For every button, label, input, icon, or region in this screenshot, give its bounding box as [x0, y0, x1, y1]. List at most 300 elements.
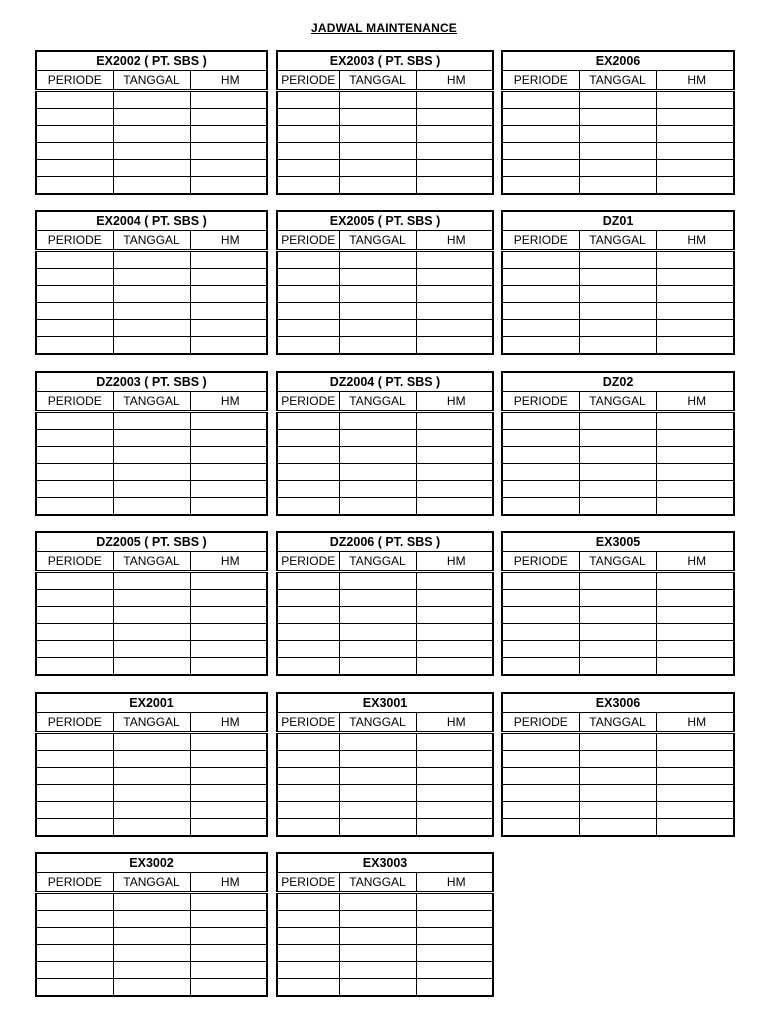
cell-tanggal[interactable]	[339, 785, 416, 802]
cell-hm[interactable]	[656, 320, 734, 337]
cell-periode[interactable]	[502, 126, 579, 143]
cell-tanggal[interactable]	[579, 447, 656, 464]
cell-periode[interactable]	[36, 893, 113, 911]
cell-hm[interactable]	[656, 269, 734, 286]
cell-hm[interactable]	[416, 572, 493, 590]
cell-tanggal[interactable]	[579, 607, 656, 624]
cell-hm[interactable]	[416, 607, 493, 624]
cell-tanggal[interactable]	[579, 658, 656, 676]
cell-hm[interactable]	[190, 658, 267, 676]
cell-tanggal[interactable]	[113, 481, 190, 498]
cell-periode[interactable]	[502, 269, 579, 286]
cell-tanggal[interactable]	[339, 928, 416, 945]
cell-periode[interactable]	[502, 624, 579, 641]
cell-tanggal[interactable]	[579, 481, 656, 498]
cell-tanggal[interactable]	[339, 109, 416, 126]
cell-periode[interactable]	[277, 286, 339, 303]
cell-periode[interactable]	[502, 658, 579, 676]
cell-tanggal[interactable]	[579, 320, 656, 337]
cell-hm[interactable]	[656, 337, 734, 355]
cell-periode[interactable]	[277, 751, 339, 768]
cell-hm[interactable]	[190, 251, 267, 269]
cell-periode[interactable]	[277, 412, 339, 430]
cell-hm[interactable]	[656, 624, 734, 641]
cell-tanggal[interactable]	[579, 802, 656, 819]
cell-periode[interactable]	[277, 447, 339, 464]
cell-hm[interactable]	[190, 751, 267, 768]
cell-tanggal[interactable]	[113, 768, 190, 785]
cell-hm[interactable]	[656, 430, 734, 447]
cell-hm[interactable]	[416, 819, 493, 837]
cell-periode[interactable]	[502, 498, 579, 516]
cell-periode[interactable]	[36, 464, 113, 481]
cell-tanggal[interactable]	[113, 498, 190, 516]
cell-periode[interactable]	[36, 785, 113, 802]
cell-periode[interactable]	[277, 109, 339, 126]
cell-periode[interactable]	[502, 303, 579, 320]
cell-periode[interactable]	[36, 91, 113, 109]
cell-periode[interactable]	[36, 177, 113, 195]
cell-hm[interactable]	[416, 658, 493, 676]
cell-tanggal[interactable]	[113, 303, 190, 320]
cell-tanggal[interactable]	[339, 481, 416, 498]
cell-periode[interactable]	[36, 819, 113, 837]
cell-hm[interactable]	[190, 481, 267, 498]
cell-periode[interactable]	[502, 590, 579, 607]
cell-tanggal[interactable]	[339, 498, 416, 516]
cell-tanggal[interactable]	[579, 498, 656, 516]
cell-hm[interactable]	[656, 177, 734, 195]
cell-tanggal[interactable]	[579, 641, 656, 658]
cell-hm[interactable]	[416, 430, 493, 447]
cell-periode[interactable]	[277, 641, 339, 658]
cell-hm[interactable]	[416, 768, 493, 785]
cell-hm[interactable]	[416, 286, 493, 303]
cell-hm[interactable]	[656, 607, 734, 624]
cell-periode[interactable]	[502, 607, 579, 624]
cell-periode[interactable]	[502, 143, 579, 160]
cell-periode[interactable]	[36, 624, 113, 641]
cell-periode[interactable]	[502, 109, 579, 126]
cell-periode[interactable]	[277, 464, 339, 481]
cell-hm[interactable]	[190, 337, 267, 355]
cell-hm[interactable]	[656, 590, 734, 607]
cell-periode[interactable]	[36, 251, 113, 269]
cell-periode[interactable]	[277, 498, 339, 516]
cell-tanggal[interactable]	[339, 733, 416, 751]
cell-periode[interactable]	[36, 286, 113, 303]
cell-tanggal[interactable]	[579, 91, 656, 109]
cell-periode[interactable]	[36, 303, 113, 320]
cell-hm[interactable]	[190, 160, 267, 177]
cell-periode[interactable]	[277, 481, 339, 498]
cell-tanggal[interactable]	[339, 979, 416, 997]
cell-tanggal[interactable]	[113, 109, 190, 126]
cell-tanggal[interactable]	[113, 143, 190, 160]
cell-periode[interactable]	[502, 819, 579, 837]
cell-hm[interactable]	[416, 979, 493, 997]
cell-periode[interactable]	[502, 785, 579, 802]
cell-tanggal[interactable]	[579, 412, 656, 430]
cell-tanggal[interactable]	[113, 751, 190, 768]
cell-periode[interactable]	[502, 464, 579, 481]
cell-hm[interactable]	[416, 251, 493, 269]
cell-tanggal[interactable]	[579, 768, 656, 785]
cell-hm[interactable]	[190, 590, 267, 607]
cell-tanggal[interactable]	[339, 768, 416, 785]
cell-hm[interactable]	[416, 733, 493, 751]
cell-periode[interactable]	[277, 160, 339, 177]
cell-hm[interactable]	[416, 641, 493, 658]
cell-periode[interactable]	[502, 320, 579, 337]
cell-periode[interactable]	[277, 91, 339, 109]
cell-tanggal[interactable]	[113, 624, 190, 641]
cell-periode[interactable]	[277, 733, 339, 751]
cell-hm[interactable]	[656, 658, 734, 676]
cell-tanggal[interactable]	[113, 286, 190, 303]
cell-hm[interactable]	[416, 590, 493, 607]
cell-tanggal[interactable]	[113, 641, 190, 658]
cell-periode[interactable]	[502, 160, 579, 177]
cell-periode[interactable]	[502, 251, 579, 269]
cell-periode[interactable]	[502, 337, 579, 355]
cell-periode[interactable]	[36, 641, 113, 658]
cell-periode[interactable]	[277, 607, 339, 624]
cell-tanggal[interactable]	[113, 658, 190, 676]
cell-tanggal[interactable]	[113, 177, 190, 195]
cell-periode[interactable]	[277, 303, 339, 320]
cell-hm[interactable]	[416, 109, 493, 126]
cell-hm[interactable]	[656, 498, 734, 516]
cell-hm[interactable]	[416, 962, 493, 979]
cell-tanggal[interactable]	[579, 572, 656, 590]
cell-tanggal[interactable]	[113, 607, 190, 624]
cell-hm[interactable]	[656, 464, 734, 481]
cell-tanggal[interactable]	[339, 641, 416, 658]
cell-hm[interactable]	[190, 303, 267, 320]
cell-tanggal[interactable]	[579, 624, 656, 641]
cell-hm[interactable]	[416, 320, 493, 337]
cell-tanggal[interactable]	[339, 412, 416, 430]
cell-hm[interactable]	[656, 481, 734, 498]
cell-hm[interactable]	[656, 160, 734, 177]
cell-periode[interactable]	[36, 498, 113, 516]
cell-periode[interactable]	[277, 658, 339, 676]
cell-tanggal[interactable]	[339, 572, 416, 590]
cell-periode[interactable]	[277, 126, 339, 143]
cell-tanggal[interactable]	[113, 945, 190, 962]
cell-periode[interactable]	[277, 911, 339, 928]
cell-hm[interactable]	[656, 733, 734, 751]
cell-tanggal[interactable]	[113, 928, 190, 945]
cell-periode[interactable]	[277, 624, 339, 641]
cell-periode[interactable]	[277, 590, 339, 607]
cell-periode[interactable]	[36, 751, 113, 768]
cell-hm[interactable]	[190, 498, 267, 516]
cell-periode[interactable]	[36, 979, 113, 997]
cell-hm[interactable]	[190, 768, 267, 785]
cell-periode[interactable]	[36, 447, 113, 464]
cell-hm[interactable]	[416, 303, 493, 320]
cell-tanggal[interactable]	[113, 160, 190, 177]
cell-periode[interactable]	[277, 269, 339, 286]
cell-periode[interactable]	[502, 641, 579, 658]
cell-tanggal[interactable]	[339, 464, 416, 481]
cell-hm[interactable]	[416, 751, 493, 768]
cell-hm[interactable]	[416, 893, 493, 911]
cell-hm[interactable]	[190, 447, 267, 464]
cell-periode[interactable]	[277, 337, 339, 355]
cell-periode[interactable]	[277, 785, 339, 802]
cell-tanggal[interactable]	[113, 430, 190, 447]
cell-tanggal[interactable]	[339, 911, 416, 928]
cell-tanggal[interactable]	[113, 412, 190, 430]
cell-tanggal[interactable]	[339, 91, 416, 109]
cell-hm[interactable]	[190, 945, 267, 962]
cell-periode[interactable]	[36, 160, 113, 177]
cell-tanggal[interactable]	[113, 893, 190, 911]
cell-hm[interactable]	[190, 126, 267, 143]
cell-tanggal[interactable]	[339, 819, 416, 837]
cell-hm[interactable]	[656, 572, 734, 590]
cell-hm[interactable]	[416, 91, 493, 109]
cell-tanggal[interactable]	[339, 945, 416, 962]
cell-tanggal[interactable]	[339, 320, 416, 337]
cell-periode[interactable]	[277, 819, 339, 837]
cell-tanggal[interactable]	[579, 337, 656, 355]
cell-hm[interactable]	[416, 928, 493, 945]
cell-periode[interactable]	[277, 251, 339, 269]
cell-tanggal[interactable]	[579, 143, 656, 160]
cell-hm[interactable]	[190, 785, 267, 802]
cell-hm[interactable]	[656, 286, 734, 303]
cell-hm[interactable]	[656, 143, 734, 160]
cell-hm[interactable]	[190, 624, 267, 641]
cell-periode[interactable]	[277, 962, 339, 979]
cell-tanggal[interactable]	[339, 251, 416, 269]
cell-periode[interactable]	[36, 768, 113, 785]
cell-hm[interactable]	[416, 481, 493, 498]
cell-periode[interactable]	[502, 572, 579, 590]
cell-hm[interactable]	[656, 412, 734, 430]
cell-periode[interactable]	[36, 320, 113, 337]
cell-hm[interactable]	[416, 802, 493, 819]
cell-tanggal[interactable]	[113, 911, 190, 928]
cell-tanggal[interactable]	[113, 251, 190, 269]
cell-hm[interactable]	[190, 819, 267, 837]
cell-tanggal[interactable]	[339, 269, 416, 286]
cell-hm[interactable]	[416, 337, 493, 355]
cell-periode[interactable]	[36, 109, 113, 126]
cell-periode[interactable]	[36, 658, 113, 676]
cell-tanggal[interactable]	[339, 751, 416, 768]
cell-tanggal[interactable]	[113, 979, 190, 997]
cell-tanggal[interactable]	[113, 464, 190, 481]
cell-periode[interactable]	[36, 412, 113, 430]
cell-hm[interactable]	[190, 91, 267, 109]
cell-tanggal[interactable]	[339, 607, 416, 624]
cell-tanggal[interactable]	[579, 733, 656, 751]
cell-periode[interactable]	[277, 945, 339, 962]
cell-tanggal[interactable]	[339, 160, 416, 177]
cell-hm[interactable]	[416, 269, 493, 286]
cell-periode[interactable]	[502, 286, 579, 303]
cell-tanggal[interactable]	[339, 624, 416, 641]
cell-periode[interactable]	[277, 979, 339, 997]
cell-periode[interactable]	[36, 430, 113, 447]
cell-hm[interactable]	[190, 911, 267, 928]
cell-tanggal[interactable]	[579, 751, 656, 768]
cell-tanggal[interactable]	[113, 269, 190, 286]
cell-tanggal[interactable]	[339, 590, 416, 607]
cell-hm[interactable]	[656, 91, 734, 109]
cell-periode[interactable]	[36, 143, 113, 160]
cell-periode[interactable]	[502, 447, 579, 464]
cell-hm[interactable]	[656, 447, 734, 464]
cell-tanggal[interactable]	[113, 126, 190, 143]
cell-periode[interactable]	[277, 928, 339, 945]
cell-tanggal[interactable]	[339, 337, 416, 355]
cell-periode[interactable]	[277, 143, 339, 160]
cell-hm[interactable]	[416, 624, 493, 641]
cell-tanggal[interactable]	[113, 733, 190, 751]
cell-hm[interactable]	[190, 109, 267, 126]
cell-periode[interactable]	[36, 337, 113, 355]
cell-periode[interactable]	[36, 928, 113, 945]
cell-hm[interactable]	[190, 979, 267, 997]
cell-periode[interactable]	[36, 126, 113, 143]
cell-hm[interactable]	[190, 430, 267, 447]
cell-tanggal[interactable]	[579, 286, 656, 303]
cell-tanggal[interactable]	[339, 447, 416, 464]
cell-hm[interactable]	[416, 785, 493, 802]
cell-hm[interactable]	[190, 802, 267, 819]
cell-hm[interactable]	[416, 126, 493, 143]
cell-tanggal[interactable]	[113, 962, 190, 979]
cell-hm[interactable]	[190, 143, 267, 160]
cell-hm[interactable]	[190, 286, 267, 303]
cell-hm[interactable]	[656, 251, 734, 269]
cell-periode[interactable]	[502, 91, 579, 109]
cell-periode[interactable]	[277, 893, 339, 911]
cell-periode[interactable]	[277, 768, 339, 785]
cell-hm[interactable]	[190, 733, 267, 751]
cell-periode[interactable]	[502, 802, 579, 819]
cell-periode[interactable]	[277, 177, 339, 195]
cell-tanggal[interactable]	[113, 572, 190, 590]
cell-periode[interactable]	[36, 911, 113, 928]
cell-tanggal[interactable]	[339, 430, 416, 447]
cell-tanggal[interactable]	[339, 802, 416, 819]
cell-periode[interactable]	[36, 733, 113, 751]
cell-tanggal[interactable]	[579, 785, 656, 802]
cell-tanggal[interactable]	[113, 91, 190, 109]
cell-tanggal[interactable]	[339, 143, 416, 160]
cell-periode[interactable]	[36, 945, 113, 962]
cell-periode[interactable]	[36, 962, 113, 979]
cell-tanggal[interactable]	[579, 464, 656, 481]
cell-periode[interactable]	[502, 412, 579, 430]
cell-periode[interactable]	[36, 590, 113, 607]
cell-periode[interactable]	[36, 269, 113, 286]
cell-tanggal[interactable]	[339, 286, 416, 303]
cell-hm[interactable]	[416, 143, 493, 160]
cell-tanggal[interactable]	[579, 269, 656, 286]
cell-hm[interactable]	[416, 464, 493, 481]
cell-tanggal[interactable]	[339, 962, 416, 979]
cell-tanggal[interactable]	[113, 802, 190, 819]
cell-hm[interactable]	[656, 751, 734, 768]
cell-tanggal[interactable]	[339, 303, 416, 320]
cell-hm[interactable]	[416, 945, 493, 962]
cell-periode[interactable]	[36, 607, 113, 624]
cell-periode[interactable]	[36, 572, 113, 590]
cell-hm[interactable]	[190, 320, 267, 337]
cell-hm[interactable]	[190, 464, 267, 481]
cell-tanggal[interactable]	[579, 303, 656, 320]
cell-periode[interactable]	[277, 802, 339, 819]
cell-hm[interactable]	[656, 819, 734, 837]
cell-hm[interactable]	[190, 607, 267, 624]
cell-tanggal[interactable]	[579, 590, 656, 607]
cell-hm[interactable]	[416, 498, 493, 516]
cell-periode[interactable]	[277, 572, 339, 590]
cell-hm[interactable]	[190, 641, 267, 658]
cell-hm[interactable]	[190, 572, 267, 590]
cell-tanggal[interactable]	[579, 177, 656, 195]
cell-hm[interactable]	[190, 893, 267, 911]
cell-periode[interactable]	[502, 430, 579, 447]
cell-hm[interactable]	[416, 911, 493, 928]
cell-tanggal[interactable]	[113, 320, 190, 337]
cell-hm[interactable]	[656, 785, 734, 802]
cell-hm[interactable]	[416, 160, 493, 177]
cell-tanggal[interactable]	[113, 819, 190, 837]
cell-hm[interactable]	[656, 768, 734, 785]
cell-periode[interactable]	[502, 733, 579, 751]
cell-hm[interactable]	[656, 641, 734, 658]
cell-tanggal[interactable]	[579, 109, 656, 126]
cell-tanggal[interactable]	[579, 430, 656, 447]
cell-periode[interactable]	[36, 481, 113, 498]
cell-tanggal[interactable]	[579, 160, 656, 177]
cell-hm[interactable]	[190, 962, 267, 979]
cell-periode[interactable]	[277, 430, 339, 447]
cell-tanggal[interactable]	[113, 447, 190, 464]
cell-periode[interactable]	[277, 320, 339, 337]
cell-tanggal[interactable]	[113, 337, 190, 355]
cell-tanggal[interactable]	[113, 590, 190, 607]
cell-tanggal[interactable]	[579, 126, 656, 143]
cell-hm[interactable]	[656, 109, 734, 126]
cell-hm[interactable]	[190, 269, 267, 286]
cell-tanggal[interactable]	[339, 177, 416, 195]
cell-tanggal[interactable]	[579, 251, 656, 269]
cell-periode[interactable]	[502, 177, 579, 195]
cell-periode[interactable]	[502, 481, 579, 498]
cell-periode[interactable]	[502, 768, 579, 785]
cell-tanggal[interactable]	[113, 785, 190, 802]
cell-hm[interactable]	[416, 412, 493, 430]
cell-periode[interactable]	[36, 802, 113, 819]
cell-tanggal[interactable]	[339, 893, 416, 911]
cell-hm[interactable]	[416, 447, 493, 464]
cell-hm[interactable]	[416, 177, 493, 195]
cell-hm[interactable]	[656, 303, 734, 320]
cell-tanggal[interactable]	[339, 126, 416, 143]
cell-hm[interactable]	[190, 177, 267, 195]
cell-hm[interactable]	[190, 928, 267, 945]
